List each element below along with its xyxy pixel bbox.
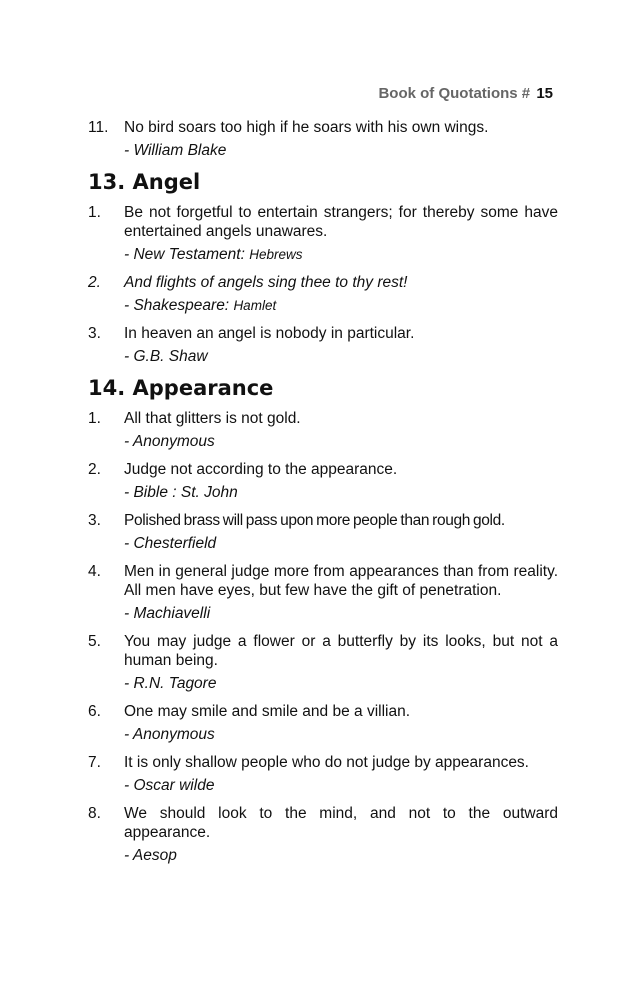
quote-item (88, 118, 558, 160)
quote-item (88, 203, 558, 264)
quote-number: 8. (88, 805, 101, 822)
quote-item (88, 632, 558, 693)
quote-number: 5. (88, 633, 101, 650)
quote-number: 6. (88, 703, 101, 720)
quote-author (124, 296, 558, 315)
quote-author: - Anonymous (124, 433, 215, 450)
quote-text: No bird soars too high if he soars with his own wings. (124, 119, 489, 136)
quote-author: - R.N. Tagore (124, 675, 217, 692)
quote-number: 1. (88, 204, 101, 221)
quote-author: - Bible : St. John (124, 484, 238, 501)
quote-item (88, 460, 558, 502)
quote-number: 3. (88, 325, 101, 342)
quote-text: You may judge a flower or a butterfly by its looks, but not a human being. (124, 633, 558, 669)
quote-number: 7. (88, 754, 101, 771)
quote-author: - G.B. Shaw (124, 348, 208, 365)
quote-text: Men in general judge more from appearances than from reality. All men have eyes, but few have the gift of penetration. (124, 563, 558, 599)
quote-text: It is only shallow people who do not judge by appearances. (124, 754, 529, 771)
quote-text: Be not forgetful to entertain strangers; for thereby some have entertained angels unawares. (124, 204, 558, 240)
quote-author: - William Blake (124, 142, 227, 159)
quote-item (88, 324, 558, 366)
work-title: Hebrews (249, 247, 303, 262)
quote-number: 2. (88, 461, 101, 478)
quote-text: And flights of angels sing thee to thy rest! (124, 274, 408, 291)
page-number: 15 (536, 85, 553, 102)
quote-text: Judge not according to the appearance. (124, 461, 398, 478)
quote-author (124, 245, 558, 264)
quote-text: We should look to the mind, and not to the outward appearance. (124, 805, 558, 841)
running-head-title: Book of Quotations # (378, 85, 531, 102)
quote-item (88, 562, 558, 623)
quote-author: - Oscar wilde (124, 777, 215, 794)
quote-number: 4. (88, 563, 101, 580)
quote-author: - Anonymous (124, 726, 215, 743)
work-title: Hamlet (233, 298, 277, 313)
running-head (378, 85, 553, 102)
quote-item (88, 273, 558, 315)
quote-author: - Machiavelli (124, 605, 211, 622)
quote-text: One may smile and smile and be a villian. (124, 703, 411, 720)
quote-number: 11. (88, 119, 109, 136)
quote-number: 3. (88, 512, 101, 529)
author-name: - Shakespeare: (124, 297, 230, 314)
quote-text: In heaven an angel is nobody in particular. (124, 325, 415, 342)
quote-author: - Chesterfield (124, 535, 217, 552)
author-name: - New Testament: (124, 246, 245, 263)
page-content (88, 118, 558, 874)
quote-item (88, 753, 558, 795)
quote-number: 2. (88, 274, 101, 291)
quote-text: All that glitters is not gold. (124, 410, 301, 427)
quote-text: Polished brass will pass upon more people than rough gold. (124, 512, 505, 529)
quote-item (88, 409, 558, 451)
section-heading-angel: 13. Angel (88, 170, 201, 194)
quote-item (88, 804, 558, 865)
section-heading-appearance: 14. Appearance (88, 376, 274, 400)
quote-author: - Aesop (124, 847, 177, 864)
quote-item (88, 511, 558, 553)
quote-number: 1. (88, 410, 101, 427)
quote-item (88, 702, 558, 744)
